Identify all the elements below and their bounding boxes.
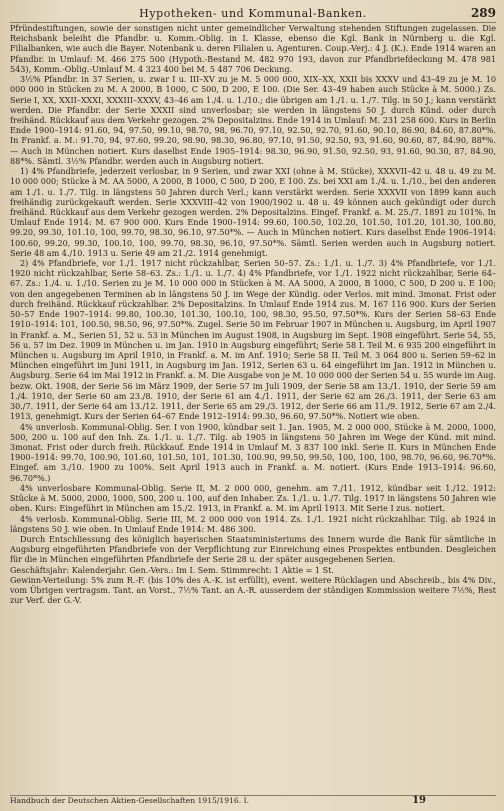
page-number: 289 — [470, 6, 496, 20]
paragraph-gewinn-verteilung: Gewinn-Verteilung: 5% zum R.-F. (bis 10% des A.-K. ist erfüllt), event. weitere Rücklagen und Abschreib., bis 4% Div., vom Übrigen vertragsm. Tant. an Vorst., 7½% Tant. an A.-R. ausserdem der ständigen Kommission weitere 7½%, Rest zur Verf. der G.-V. — [10, 575, 496, 606]
paragraph-prospekt-entbindung: Durch Entschliessung des königlich bayerischen Staatsministeriums des Innern wurde die Bank für sämtliche in Augsburg eingeführten Pfandbriefe von der Verpflichtung zur Einreichung eines Prospektes entbunden. Desgleichen für die in München eingeführten Pfandbriefe der Serie 28 u. der später ausgegebenen Serien. — [10, 534, 496, 565]
signature-mark: 19 — [412, 795, 426, 806]
page-footer — [10, 795, 496, 806]
paragraph-4-pfandbriefe-2-4: 2) 4% Pfandbriefe, vor 1./1. 1917 nicht rückzahlbar, Serien 50–57. Zs.: 1./1. u. 1./7. 3) 4% Pfandbriefe, vor 1./1. 1920 nicht rückzahlbar, Serie 58–63. Zs.: 1./1. u. 1./7. 4) 4% Pfandbriefe, vor 1./1. 1922 nicht rückzahlbar, Serie 64–67. Zs.: 1./4. u. 1./10. Serien zu je M. 10 000 000 in Stücken à M. AA 5000, A 2000, B 1000, C 500, D 200 u. E 100; von den angegebenen Terminen ab in längstens 50 J. im Wege der Kündig. oder Verlos. mit mind. 3monat. Frist oder durch freihänd. Rückkauf rückzahlbar. 2% Depositalzins. In Umlauf Ende 1914 zus. M. 167 116 900. Kurs der Serien 50–57 Ende 1907–1914: 99.80, 100.30, 101.30, 100.10, 100, 98.30, 95.50, 97.50*%. Kurs der Serien 58–63 Ende 1910–1914: 101, 100.50, 98.50, 96, 97.50*%. Zugel. Serie 50 im Februar 1907 in München u. Augsburg, im April 1907 in Frankf. a. M., Serien 51, 52 u. 53 in München im August 1908, in Augsburg im Sept. 1908 eingeführt. Serie 54, 55, 56 u. 57 im Dez. 1909 in München u. im Jan. 1910 in Augsburg eingeführt; Serie 58 I. Teil M. 6 935 200 eingeführt in München u. Augsburg im April 1910, in Frankf. a. M. im Anf. 1910; Serie 58 II. Teil M. 3 064 800 u. Serien 59–62 in München eingeführt im Juni 1911, in Augsburg im Jan. 1912, Serien 63 u. 64 eingeführt im Jan. 1912 in München u. Augsburg. Serie 64 im Mai 1912 in Frankf. a. M. Die Ausgabe von je M. 10 000 000 der Serien 54 u. 55 wurde im Aug. bezw. Okt. 1908, der Serie 56 im März 1909, der Serie 57 im Juli 1909, der Serie 58 am 13./1. 1910, der Serie 59 am 1./4. 1910, der Serie 60 am 23./8. 1910, der Serie 61 am 4./1. 1911, der Serie 62 am 26./3. 1911, der Serie 63 am 30./7. 1911, der Serie 64 am 13./12. 1911, der Serie 65 am 29./3. 1912, der Serie 66 am 11./9. 1912, Serie 67 am 2./4. 1913, genehmigt. Kurs der Serien 64–67 Ende 1912–1914: 99.30, 96.60, 97.50*%. Notiert wie oben. — [10, 259, 496, 422]
footer-source: Handbuch der Deutschen Aktien-Gesellschaften 1915/1916. I. — [10, 796, 249, 805]
paragraph-komm-oblig-serie-3: 4% verlosb. Kommunal-Oblig. Serie III, M. 2 000 000 von 1914. Zs. 1./1. 1921 nicht rückzahlbar. Tilg. ab 1924 in längstens 50 J. wie oben. In Umlauf Ende 1914: M. 486 300. — [10, 514, 496, 534]
paragraph-komm-oblig-serie-1: 4% unverlosb. Kommunal-Oblig. Ser. I von 1900, kündbar seit 1. Jan. 1905, M. 2 000 000, Stücke à M. 2000, 1000, 500, 200 u. 100 auf den Inh. Zs. 1./1. u. 1./7. Tilg. ab 1905 in längstens 50 Jahren im Wege der Künd. mit mind. 3monat. Frist oder durch freih. Rückkauf. Ende 1914 in Umlauf M. 3 837 100 inkl. Serie II. Kurs in München Ende 1900–1914: 99.70, 100.90, 101.60, 101.50, 101, 101.30, 100.90, 99.50, 99.50, 100, 100, 100, 98.70, 96.60, 96.70*%. Eingef. am 3./10. 1900 zu 100%. Seit April 1913 auch in Frankf. a. M. notiert. (Kurs Ende 1913–1914: 96.60, 96.70*%.) — [10, 422, 496, 483]
paragraph-4-pfandbriefe-1: 1) 4% Pfandbriefe, jederzeit verlosbar, in 9 Serien, und zwar XXI (ohne à M. Stücke), XXXVII–42 u. 48 u. 49 zu M. 10 000 000; Stücke à M. AA 5000, A 2000, B 1000, C 500, D 200, E 100. Zs. bei XXI am 1./4. u. 1./10., bei den anderen am 1./1. u. 1./7. Tilg. in längstens 50 Jahren durch Verl.; kann verstärkt werden. Serie XXXVII von 1899 kann auch freihändig zurückgekauft werden. Serie XXXVIII–42 von 1900/1902 u. 48 u. 49 können auch gekündigt oder durch freihänd. Rückkauf aus dem Verkehr gezogen werden. 2% Depositalzins. Eingef. Frankf. a. M. 25./7. 1891 zu 101%. In Umlauf Ende 1914: M. 67 900 000. Kurs Ende 1900–1914: 99.60, 100.50, 102.20, 101.50, 101.20, 101.30, 100.80, 99.20, 99.30, 101.10, 100, 99.70, 98.30, 96.10, 97.50*%. — Auch in München notiert. Kurs daselbst Ende 1906–1914: 100.60, 99.20, 99.30, 100.10, 100, 99.70, 98.30, 96.10, 97.50*%. Sämtl. Serien werden auch in Augsburg notiert. Serie 48 am 4./10. 1913 u. Serie 49 am 21./2. 1914 genehmigt. — [10, 167, 496, 258]
paragraph-geschaeftsjahr: Geschäftsjahr: Kalenderjahr. Gen.-Vers.: Im I. Sem. Stimmrecht: 1 Aktie = 1 St. — [10, 565, 334, 575]
running-title: Hypotheken- und Kommunal-Banken. — [139, 7, 367, 20]
paragraph-stiftungen: Pfründestiftungen, sowie der sonstigen nicht unter gemeindlicher Verwaltung stehenden Stiftungen zugelassen. Die Reichsbank beleiht die Pfandbr. u. Komm.-Oblig. in I. Klasse, ebenso die Kgl. Bank in Nürnberg u. die Kgl. Filialbanken, wie auch die Bayer. Notenbank u. deren Filialen u. Agenturen. Coup.-Verj.: 4 J. (K.). Ende 1914 waren an Pfandbr. in Umlauf: M. 466 275 500 (Hypoth.-Bestand M. 482 970 193, davon zur Pfandbriefdeckung M. 478 981 543), Komm.-Oblig.-Umlauf M. 4 323 400 bei M. 5 487 706 Deckung. — [10, 24, 496, 74]
body-text — [10, 24, 496, 794]
running-header — [10, 6, 496, 23]
paragraph-3-5-pfandbriefe: 3½% Pfandbr. in 37 Serien, u. zwar I u. III–XV zu je M. 5 000 000, XIX–XX, XXII bis XXXV und 43–49 zu je M. 10 000 000 in Stücken zu M. A 2000, B 1000, C 500, D 200, E 100. (Die Ser. 43–49 haben auch Stücke à M. 5000.) Zs. Serie I, XX, XXII–XXXI, XXXIII–XXXV, 43–46 am 1./4. u. 1./10.; die übrigen am 1./1. u. 1./7. Tilg. in 50 J.; kann verstärkt werden. Die Pfandbr. der Serie XXXII sind unverlosbar; sie werden in längstens 50 J. durch Künd. oder durch freihänd. Rückkauf aus dem Verkehr gezogen. 2% Depositalzins. Ende 1914 in Umlauf: M. 231 258 600. Kurs in Berlin Ende 1900–1914: 91.60, 94, 97.50, 99.10, 98.70, 98, 96.70, 97.10, 92.50, 92.70, 91.60, 90.10, 86.90, 84.60, 87.80*%. In Frankf. a. M.: 91.70, 94, 97.60, 99.20, 98.90, 98.30, 96.80, 97.10, 91.50, 92.50, 93, 91.60, 90.60, 87, 84.90, 88*%. — Auch in München notiert. Kurs daselbst Ende 1905–1914: 98.30, 96.90, 91.50, 92.50, 93, 91.60, 90.30, 87, 84.90, 88*%. Sämtl. 3½% Pfandbr. werden auch in Augsburg notiert. — [10, 75, 496, 166]
paragraph-komm-oblig-serie-2: 4% unverlosbare Kommunal-Oblig. Serie II, M. 2 000 000, genehm. am 7./11. 1912, kündbar seit 1./12. 1912: Stücke à M. 5000, 2000, 1000, 500, 200 u. 100, auf den Inhaber. Zs. 1./1. u. 1./7. Tilg. 1917 in längstens 50 Jahren wie oben. Kurs: Eingeführt in München am 15./2. 1913, in Frankf. a. M. im April 1913. Mit Serie I zus. notiert. — [10, 483, 496, 514]
